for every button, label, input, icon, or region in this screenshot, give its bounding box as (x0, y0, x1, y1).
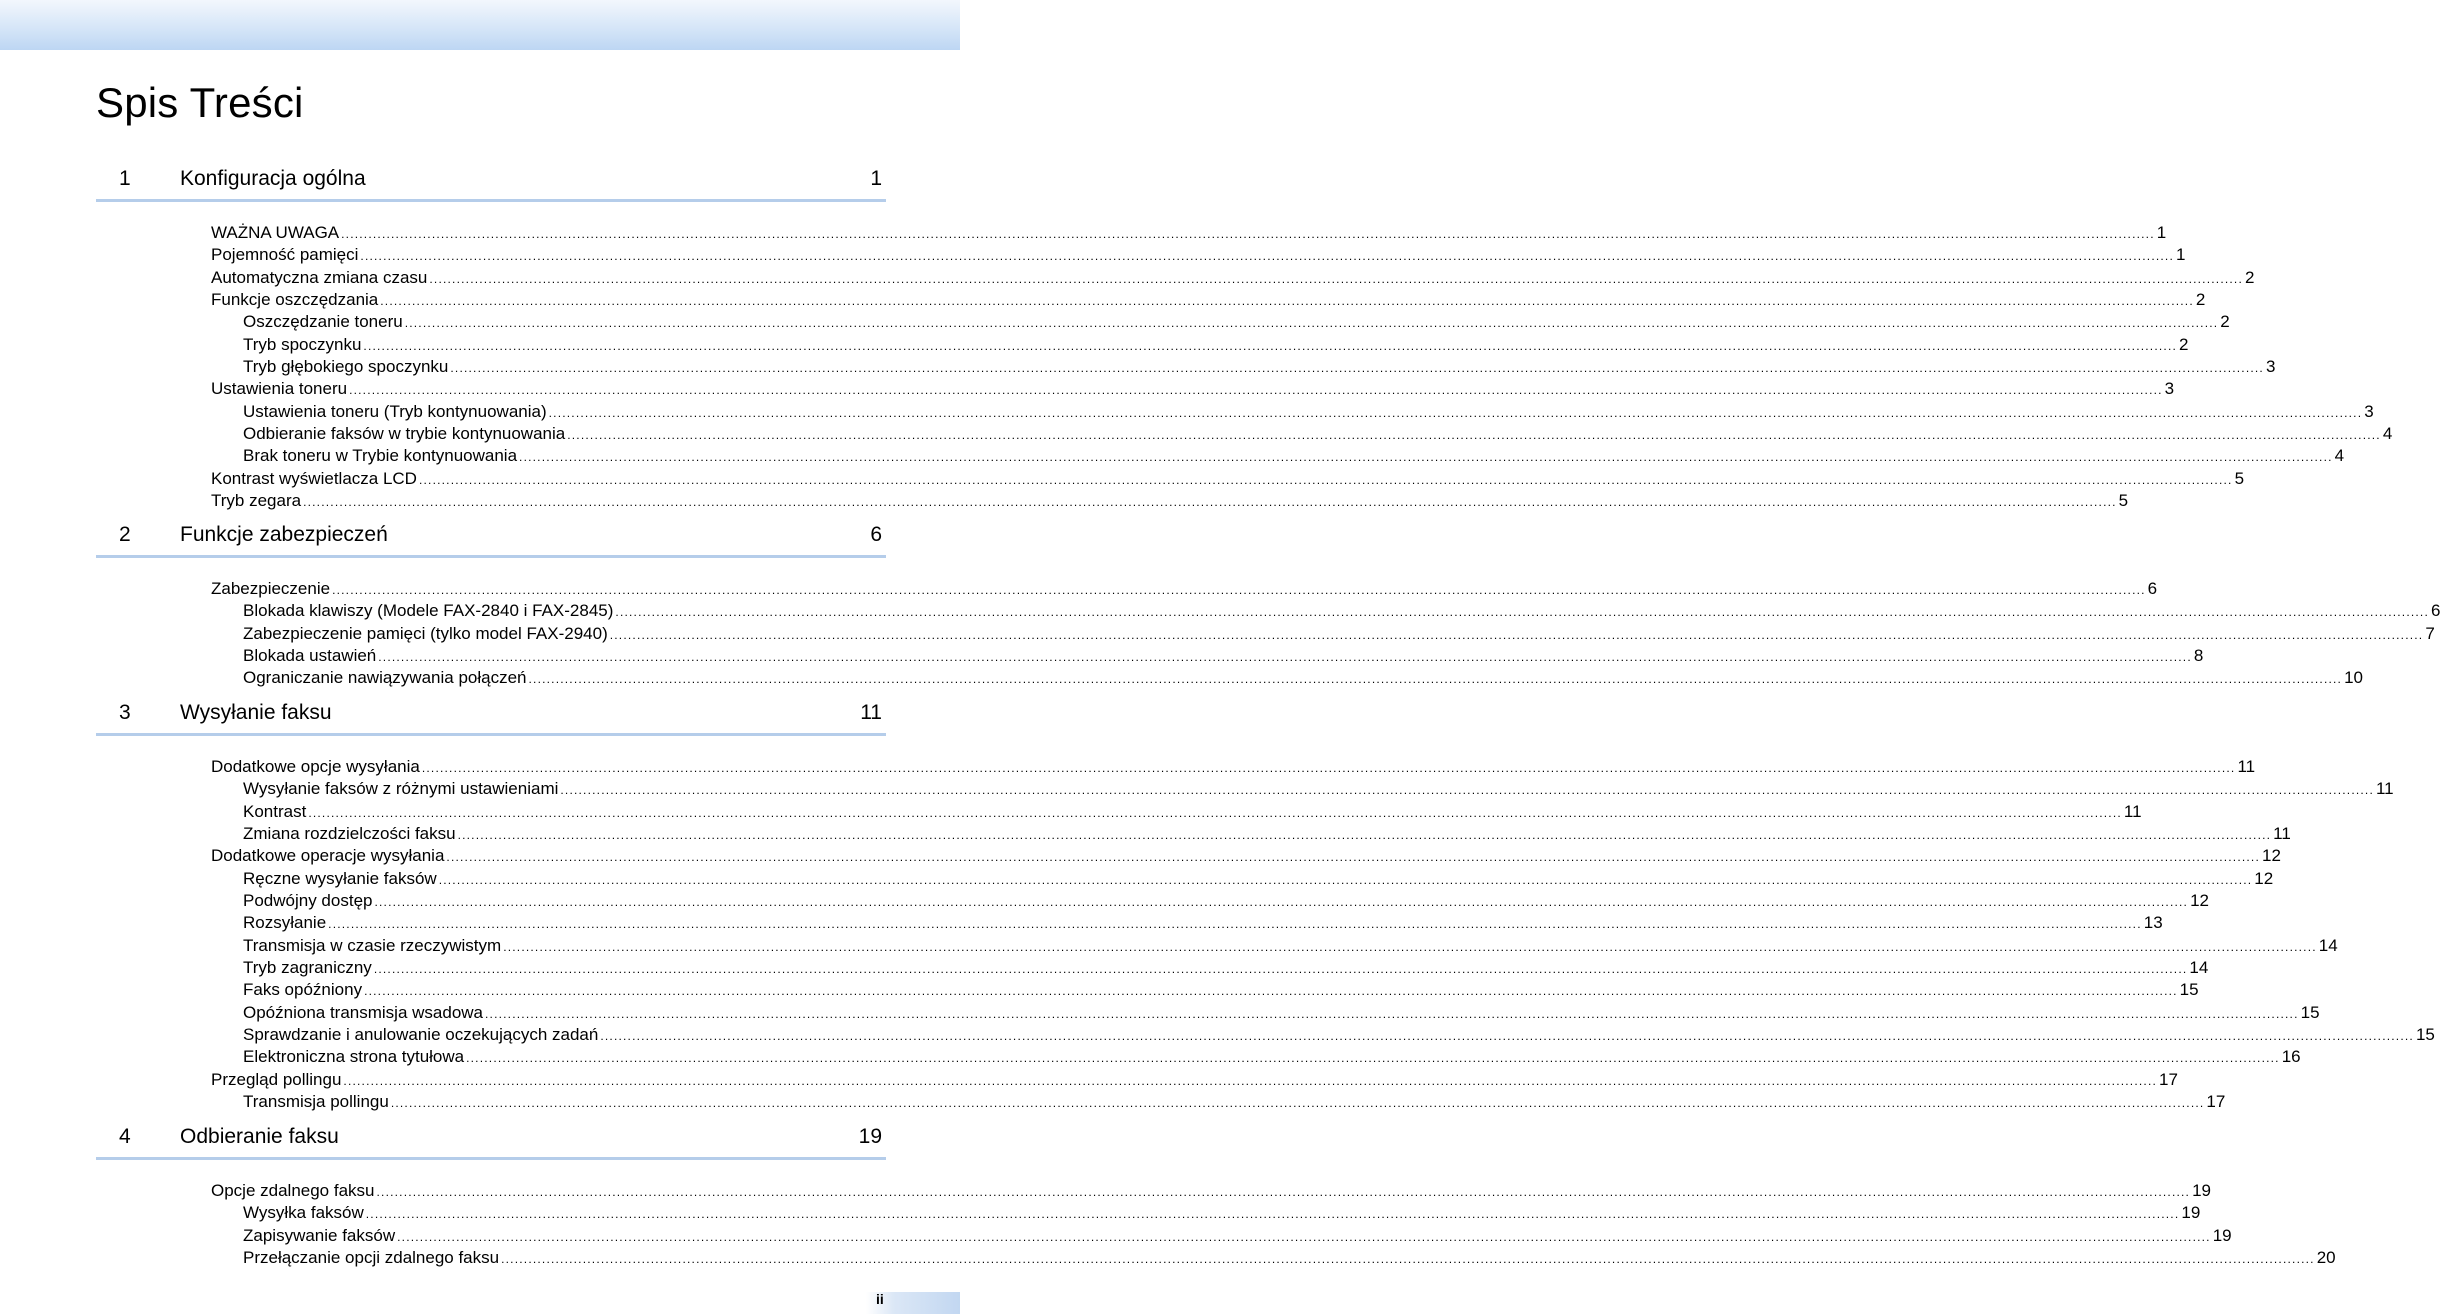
toc-entry-page-number: 19 (2181, 1203, 2201, 1223)
toc-entry-page-number: 15 (2415, 1025, 2435, 1045)
dot-leader: ................................................................................................................................................................................................................................................................................................................................................................................................................ (380, 294, 2194, 309)
chapter-page-number: 6 (870, 523, 882, 546)
toc-entry[interactable] (243, 979, 2199, 1001)
toc-entry-list (96, 222, 2393, 512)
toc-entry[interactable] (243, 890, 2209, 912)
toc-entry-page-number: 17 (2159, 1069, 2178, 1089)
dot-leader: ................................................................................................................................................................................................................................................................................................................................................................................................................ (332, 583, 2146, 597)
toc-entry[interactable] (211, 222, 2167, 244)
toc-entry-page-number: 1 (2176, 245, 2186, 265)
dot-leader: ................................................................................................................................................................................................................................................................................................................................................................................................................ (560, 783, 2374, 798)
dot-leader: ................................................................................................................................................................................................................................................................................................................................................................................................................ (446, 850, 2260, 865)
toc-entry-title: Przegląd pollingu (211, 1069, 342, 1089)
toc-entry-page-number: 7 (2425, 623, 2435, 643)
toc-entry-title: Ustawienia toneru (211, 379, 348, 399)
toc-entry[interactable] (211, 756, 2256, 778)
toc-entry-page-number: 2 (2195, 290, 2206, 310)
toc-entry[interactable] (243, 935, 2338, 957)
toc-entry[interactable] (243, 1202, 2201, 1224)
toc-entry-title: WAŻNA UWAGA (211, 223, 340, 242)
chapter-title: Konfiguracja ogólna (180, 167, 366, 190)
toc-entry-page-number: 6 (2431, 601, 2440, 621)
toc-entry-page-number: 3 (2265, 357, 2276, 377)
dot-leader: ................................................................................................................................................................................................................................................................................................................................................................................................................ (349, 383, 2163, 398)
toc-entry-title: Odbieranie faksów w trybie kontynuowania (243, 424, 566, 444)
dot-leader: ................................................................................................................................................................................................................................................................................................................................................................................................................ (343, 1073, 2158, 1088)
toc-entry-page-number: 17 (2206, 1092, 2226, 1112)
toc-entry-page-number: 2 (2244, 267, 2255, 287)
toc-entry-page-number: 14 (2189, 958, 2209, 978)
dot-leader: ................................................................................................................................................................................................................................................................................................................................................................................................................ (600, 1029, 2414, 1044)
chapter-section (96, 511, 2440, 690)
toc-entry-page-number: 19 (2192, 1181, 2212, 1200)
dot-leader: ................................................................................................................................................................................................................................................................................................................................................................................................................ (548, 405, 2363, 420)
toc-entry-title: Zapisywanie faksów (243, 1225, 396, 1245)
toc-entry-title: Faks opóźniony (243, 980, 363, 1000)
toc-entry-title: Funkcje oszczędzania (211, 290, 379, 310)
toc-entry-title: Transmisja w czasie rzeczywistym (243, 935, 502, 955)
toc-entry[interactable] (243, 401, 2374, 423)
chapter-title: Wysyłanie faksu (180, 701, 332, 724)
dot-leader: ................................................................................................................................................................................................................................................................................................................................................................................................................ (503, 939, 2317, 954)
toc-entry-title: Pojemność pamięci (211, 245, 359, 265)
header-band (0, 0, 960, 50)
toc-entry[interactable] (211, 378, 2175, 400)
toc-entry-title: Podwójny dostęp (243, 891, 373, 911)
toc-entry-title: Brak toneru w Trybie kontynuowania (243, 446, 518, 466)
toc-entry[interactable] (243, 423, 2393, 445)
toc-entry[interactable] (243, 1091, 2226, 1113)
dot-leader: ................................................................................................................................................................................................................................................................................................................................................................................................................ (609, 627, 2424, 642)
dot-leader: ................................................................................................................................................................................................................................................................................................................................................................................................................ (528, 672, 2343, 687)
toc-entry-page-number: 13 (2143, 913, 2163, 933)
dot-leader: ................................................................................................................................................................................................................................................................................................................................................................................................................ (308, 805, 2122, 820)
toc-entry[interactable] (243, 1225, 2232, 1247)
toc-entry[interactable] (243, 1247, 2336, 1269)
toc-entry[interactable] (243, 912, 2163, 934)
toc-entry[interactable] (243, 778, 2394, 800)
toc-entry-title: Tryb głębokiego spoczynku (243, 357, 449, 377)
dot-leader: ................................................................................................................................................................................................................................................................................................................................................................................................................ (466, 1051, 2280, 1066)
chapter-section (96, 1113, 2336, 1269)
dot-leader: ................................................................................................................................................................................................................................................................................................................................................................................................................ (438, 872, 2253, 887)
chapter-title: Funkcje zabezpieczeń (180, 523, 388, 546)
toc-entry[interactable] (243, 445, 2345, 467)
toc-entry-page-number: 19 (2212, 1225, 2232, 1245)
toc-entry[interactable] (243, 311, 2230, 333)
dot-leader: ................................................................................................................................................................................................................................................................................................................................................................................................................ (450, 361, 2264, 376)
toc-entry-list (96, 578, 2440, 690)
toc-entry-title: Dodatkowe operacje wysyłania (211, 846, 445, 866)
chapter-heading[interactable] (96, 155, 886, 202)
dot-leader: ................................................................................................................................................................................................................................................................................................................................................................................................................ (378, 650, 2192, 665)
dot-leader: ................................................................................................................................................................................................................................................................................................................................................................................................................ (363, 338, 2178, 353)
toc-entry-title: Wysyłka faksów (243, 1203, 364, 1223)
toc-entry[interactable] (243, 801, 2142, 823)
toc-entry-list (96, 756, 2435, 1114)
chapter-section (96, 689, 2435, 1114)
toc-entry-page-number: 5 (2234, 468, 2245, 488)
toc-entry[interactable] (211, 289, 2206, 311)
chapter-page-number: 1 (870, 167, 882, 190)
toc-entry-title: Oszczędzanie toneru (243, 312, 403, 332)
toc-entry-title: Tryb zegara (211, 491, 302, 511)
toc-entry-page-number: 2 (2220, 312, 2230, 332)
toc-entry[interactable] (243, 1046, 2301, 1068)
toc-entry[interactable] (243, 334, 2189, 356)
toc-entry[interactable] (243, 823, 2291, 845)
chapter-title: Odbieranie faksu (180, 1125, 339, 1148)
toc-entry-page-number: 3 (2164, 379, 2175, 399)
toc-entry-title: Tryb zagraniczny (243, 958, 372, 978)
dot-leader: ................................................................................................................................................................................................................................................................................................................................................................................................................ (397, 1229, 2211, 1244)
toc-entry[interactable] (211, 490, 2129, 512)
toc-entry[interactable] (243, 1024, 2435, 1046)
dot-leader: ................................................................................................................................................................................................................................................................................................................................................................................................................ (429, 271, 2243, 286)
dot-leader: ................................................................................................................................................................................................................................................................................................................................................................................................................ (485, 1006, 2299, 1021)
toc-entry-title: Automatyczna zmiana czasu (211, 267, 428, 287)
toc-entry-title: Blokada klawiszy (Modele FAX-2840 i FAX-2845) (243, 601, 614, 621)
toc-entry-page-number: 4 (2334, 446, 2345, 466)
toc-entry-page-number: 4 (2382, 424, 2393, 444)
toc-entry[interactable] (211, 244, 2186, 266)
dot-leader: ................................................................................................................................................................................................................................................................................................................................................................................................................ (303, 495, 2117, 510)
toc-entry-page-number: 6 (2147, 579, 2158, 598)
chapter-page-number: 11 (860, 701, 882, 724)
dot-leader: ................................................................................................................................................................................................................................................................................................................................................................................................................ (615, 605, 2429, 620)
toc-entry[interactable] (243, 957, 2209, 979)
dot-leader: ................................................................................................................................................................................................................................................................................................................................................................................................................ (457, 828, 2272, 843)
toc-entry-page-number: 11 (2123, 801, 2142, 821)
dot-leader: ................................................................................................................................................................................................................................................................................................................................................................................................................ (328, 917, 2142, 932)
toc-entry[interactable] (211, 1069, 2178, 1091)
toc-entry-title: Opcje zdalnego faksu (211, 1181, 375, 1200)
toc-entry-title: Rozsyłanie (243, 913, 327, 933)
toc-entry[interactable] (211, 267, 2255, 289)
dot-leader: ................................................................................................................................................................................................................................................................................................................................................................................................................ (341, 227, 2155, 241)
toc-entry-page-number: 11 (2237, 757, 2256, 776)
toc-entry-page-number: 1 (2156, 223, 2167, 242)
toc-entry-title: Opóźniona transmisja wsadowa (243, 1002, 484, 1022)
chapter-heading[interactable] (96, 689, 886, 736)
chapter-number: 3 (119, 701, 131, 724)
dot-leader: ................................................................................................................................................................................................................................................................................................................................................................................................................ (376, 1185, 2191, 1199)
toc-entry-title: Ograniczanie nawiązywania połączeń (243, 668, 527, 688)
toc-entry[interactable] (243, 1002, 2320, 1024)
toc-entry-title: Elektroniczna strona tytułowa (243, 1047, 465, 1067)
toc-entry[interactable] (243, 623, 2435, 645)
dot-leader: ................................................................................................................................................................................................................................................................................................................................................................................................................ (373, 962, 2188, 977)
toc-entry-title: Tryb spoczynku (243, 334, 362, 354)
toc-entry-title: Zabezpieczenie pamięci (tylko model FAX-2940) (243, 623, 608, 643)
chapter-page-number: 19 (858, 1125, 882, 1148)
toc-entry-title: Ręczne wysyłanie faksów (243, 868, 437, 888)
toc-entry-title: Przełączanie opcji zdalnego faksu (243, 1248, 500, 1268)
chapter-number: 1 (119, 167, 131, 190)
dot-leader: ................................................................................................................................................................................................................................................................................................................................................................................................................ (418, 472, 2233, 487)
toc-entry-title: Ustawienia toneru (Tryb kontynuowania) (243, 401, 547, 421)
toc-entry-page-number: 15 (2300, 1002, 2320, 1022)
toc-entry-page-number: 8 (2193, 646, 2204, 666)
toc-entry-title: Sprawdzanie i anulowanie oczekujących zadań (243, 1025, 599, 1045)
toc-entry-page-number: 3 (2364, 401, 2374, 421)
chapter-heading[interactable] (96, 511, 886, 558)
toc-entry-title: Blokada ustawień (243, 646, 377, 666)
toc-entry[interactable] (243, 600, 2440, 622)
dot-leader: ................................................................................................................................................................................................................................................................................................................................................................................................................ (390, 1096, 2205, 1111)
toc-entry-page-number: 12 (2254, 868, 2274, 888)
toc-entry-page-number: 12 (2262, 846, 2281, 866)
toc-entry-page-number: 15 (2179, 980, 2199, 1000)
toc-entry-page-number: 20 (2316, 1248, 2336, 1268)
toc-entry[interactable] (211, 468, 2245, 490)
toc-entry[interactable] (211, 578, 2158, 600)
toc-entry-list (96, 1180, 2336, 1269)
toc-entry-title: Kontrast wyświetlacza LCD (211, 468, 417, 488)
toc-entry-page-number: 11 (2375, 779, 2394, 799)
toc-entry-page-number: 16 (2281, 1047, 2301, 1067)
toc-entry[interactable] (243, 645, 2204, 667)
toc-entry-page-number: 12 (2190, 891, 2209, 911)
toc-entry[interactable] (211, 845, 2281, 867)
dot-leader: ................................................................................................................................................................................................................................................................................................................................................................................................................ (501, 1252, 2315, 1267)
footer-page-number: ii (876, 1291, 884, 1307)
page-title: Spis Treści (96, 79, 304, 126)
toc-entry-title: Dodatkowe opcje wysyłania (211, 757, 420, 776)
toc-entry[interactable] (211, 1180, 2212, 1202)
dot-leader: ................................................................................................................................................................................................................................................................................................................................................................................................................ (360, 249, 2174, 264)
toc-entry-page-number: 10 (2344, 668, 2364, 688)
toc-entry-page-number: 11 (2273, 824, 2291, 844)
dot-leader: ................................................................................................................................................................................................................................................................................................................................................................................................................ (421, 761, 2236, 775)
dot-leader: ................................................................................................................................................................................................................................................................................................................................................................................................................ (374, 895, 2189, 910)
dot-leader: ................................................................................................................................................................................................................................................................................................................................................................................................................ (519, 450, 2333, 465)
dot-leader: ................................................................................................................................................................................................................................................................................................................................................................................................................ (365, 1207, 2180, 1222)
toc-entry[interactable] (243, 667, 2364, 689)
toc-entry-page-number: 5 (2118, 491, 2129, 511)
chapter-section (96, 155, 2393, 512)
toc-entry-title: Wysyłanie faksów z różnymi ustawieniami (243, 779, 559, 799)
toc-entry-title: Zmiana rozdzielczości faksu (243, 824, 456, 844)
toc-entry-title: Kontrast (243, 801, 307, 821)
dot-leader: ................................................................................................................................................................................................................................................................................................................................................................................................................ (404, 316, 2219, 331)
chapter-heading[interactable] (96, 1113, 886, 1160)
dot-leader: ................................................................................................................................................................................................................................................................................................................................................................................................................ (364, 984, 2178, 999)
toc-entry[interactable] (243, 868, 2274, 890)
chapter-number: 4 (119, 1125, 131, 1148)
dot-leader: ................................................................................................................................................................................................................................................................................................................................................................................................................ (567, 428, 2381, 443)
toc-entry[interactable] (243, 356, 2276, 378)
toc-entry-title: Zabezpieczenie (211, 579, 331, 598)
toc-entry-page-number: 14 (2318, 935, 2338, 955)
toc-entry-page-number: 2 (2179, 334, 2189, 354)
toc-entry-title: Transmisja pollingu (243, 1092, 389, 1112)
chapter-number: 2 (119, 523, 131, 546)
